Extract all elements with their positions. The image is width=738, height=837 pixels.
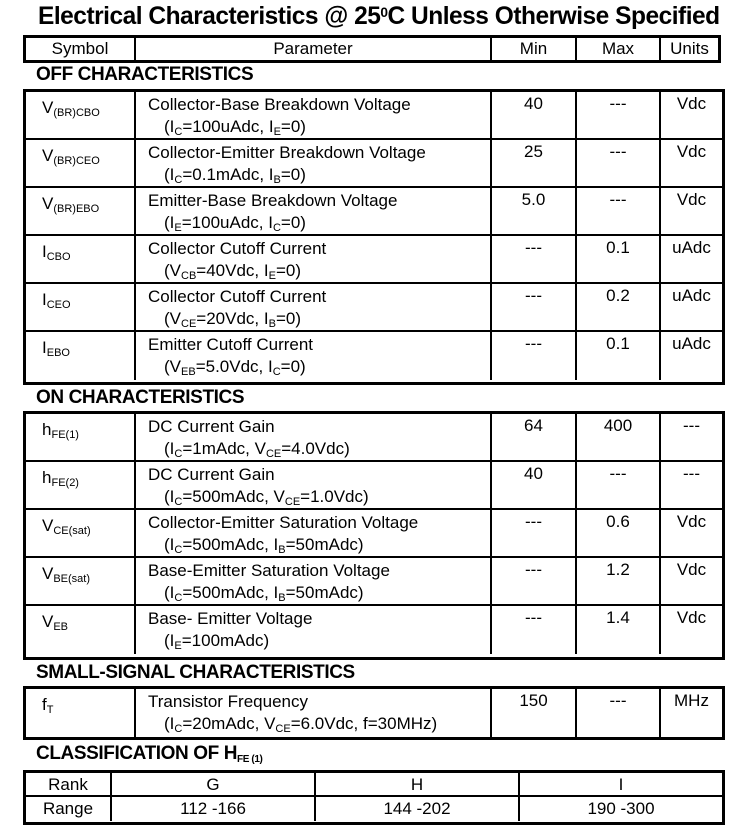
parameter-cell bbox=[136, 606, 492, 654]
rank-h: H bbox=[316, 773, 520, 795]
classification-table bbox=[23, 770, 725, 825]
parameter-name: DC Current Gain bbox=[148, 417, 275, 436]
condition-part: =20Vdc, I bbox=[196, 309, 269, 328]
condition-part: =1.0Vdc) bbox=[300, 487, 369, 506]
symbol-subscript: (BR)CBO bbox=[53, 107, 100, 119]
parameter-cell bbox=[136, 92, 492, 138]
condition-subscript: E bbox=[273, 126, 281, 138]
symbol-cell bbox=[26, 510, 136, 556]
range-label: Range bbox=[26, 797, 112, 821]
condition-part: =0) bbox=[275, 309, 301, 328]
symbol-subscript: CEO bbox=[46, 299, 71, 311]
min-cell: 64 bbox=[492, 414, 577, 460]
condition-subscript: C bbox=[174, 448, 183, 460]
condition-part: =0) bbox=[280, 117, 306, 136]
parameter-cell bbox=[136, 284, 492, 330]
condition-subscript: CB bbox=[181, 270, 197, 282]
condition-part: =40Vdc, I bbox=[196, 261, 269, 280]
parameter-cell bbox=[136, 462, 492, 508]
condition-subscript: EB bbox=[181, 366, 196, 378]
parameter-name: Collector Cutoff Current bbox=[148, 239, 327, 258]
max-cell: --- bbox=[577, 689, 661, 737]
units-cell: --- bbox=[683, 464, 700, 483]
symbol-cell bbox=[26, 689, 136, 737]
min-cell: 40 bbox=[492, 92, 577, 138]
units-cell: Vdc bbox=[676, 190, 707, 209]
condition-subscript: B bbox=[273, 174, 281, 186]
condition-subscript: C bbox=[174, 723, 183, 735]
table-row bbox=[26, 414, 722, 462]
condition-subscript: B bbox=[278, 544, 286, 556]
symbol-text: V bbox=[42, 516, 54, 535]
table-row bbox=[26, 92, 722, 140]
parameter-condition bbox=[148, 260, 490, 287]
condition-part: =20mAdc, V bbox=[182, 714, 276, 733]
condition-part: =100uAdc, I bbox=[181, 213, 273, 232]
small-signal-table bbox=[23, 686, 725, 740]
header-max: Max bbox=[577, 38, 661, 60]
parameter-condition bbox=[148, 164, 490, 191]
max-cell: --- bbox=[577, 462, 661, 508]
condition-part: (I bbox=[164, 117, 175, 136]
symbol-subscript: (BR)EBO bbox=[53, 203, 100, 215]
condition-part: =500mAdc, I bbox=[182, 535, 279, 554]
symbol-subscript: (BR)CEO bbox=[53, 155, 100, 167]
condition-subscript: C bbox=[272, 366, 281, 378]
condition-part: =0) bbox=[280, 165, 306, 184]
parameter-name: Emitter-Base Breakdown Voltage bbox=[148, 191, 398, 210]
condition-part: (V bbox=[164, 357, 181, 376]
symbol-text: I bbox=[42, 290, 47, 309]
symbol-text: V bbox=[42, 194, 54, 213]
symbol-subscript: FE(1) bbox=[51, 429, 79, 441]
header-parameter: Parameter bbox=[136, 38, 492, 60]
min-cell: --- bbox=[492, 284, 577, 330]
min-cell: --- bbox=[492, 606, 577, 654]
condition-part: =100uAdc, I bbox=[182, 117, 274, 136]
condition-part: =500mAdc, I bbox=[182, 583, 279, 602]
max-cell: 1.4 bbox=[577, 606, 661, 654]
symbol-subscript: FE(2) bbox=[51, 477, 79, 489]
units-cell: Vdc bbox=[676, 142, 707, 161]
table-row bbox=[26, 140, 722, 188]
condition-part: =1mAdc, V bbox=[182, 439, 266, 458]
symbol-cell bbox=[26, 188, 136, 234]
section-on-characteristics: ON CHARACTERISTICS bbox=[36, 387, 245, 408]
condition-subscript: CE bbox=[275, 723, 291, 735]
condition-part: =50mAdc) bbox=[285, 535, 364, 554]
condition-part: =0.1mAdc, I bbox=[182, 165, 274, 184]
condition-subscript: C bbox=[174, 126, 183, 138]
condition-subscript: C bbox=[272, 222, 281, 234]
symbol-text: V bbox=[42, 98, 54, 117]
parameter-cell bbox=[136, 236, 492, 282]
section-classification: CLASSIFICATION OF $H_{FE (1)}$ bbox=[36, 743, 263, 765]
table-row bbox=[26, 510, 722, 558]
condition-part: (I bbox=[164, 213, 175, 232]
min-cell: --- bbox=[492, 236, 577, 282]
table-row bbox=[26, 332, 722, 380]
condition-part: (I bbox=[164, 714, 175, 733]
condition-subscript: E bbox=[174, 222, 182, 234]
max-cell: 0.1 bbox=[577, 236, 661, 282]
table-row bbox=[26, 236, 722, 284]
rank-g: G bbox=[112, 773, 316, 795]
condition-subscript: E bbox=[268, 270, 276, 282]
condition-subscript: C bbox=[174, 592, 183, 604]
symbol-subscript: CBO bbox=[46, 251, 71, 263]
symbol-cell bbox=[26, 92, 136, 138]
units-cell: MHz bbox=[674, 691, 709, 710]
table-row bbox=[26, 606, 722, 654]
parameter-condition bbox=[148, 486, 490, 513]
section-off-characteristics: OFF CHARACTERISTICS bbox=[36, 64, 254, 85]
condition-part: (I bbox=[164, 165, 175, 184]
condition-subscript: C bbox=[174, 174, 183, 186]
rank-i: I bbox=[618, 775, 624, 794]
condition-part: =6.0Vdc, f=30MHz) bbox=[290, 714, 438, 733]
symbol-text: V bbox=[42, 612, 54, 631]
range-row bbox=[26, 797, 722, 821]
min-cell: 25 bbox=[492, 140, 577, 186]
condition-part: =5.0Vdc, I bbox=[195, 357, 273, 376]
symbol-text: h bbox=[42, 468, 52, 487]
min-cell: --- bbox=[492, 332, 577, 380]
symbol-text: h bbox=[42, 420, 52, 439]
parameter-cell bbox=[136, 332, 492, 380]
range-h: 144 -202 bbox=[316, 797, 520, 821]
parameter-name: Base-Emitter Saturation Voltage bbox=[148, 561, 390, 580]
symbol-cell bbox=[26, 558, 136, 604]
condition-part: =100mAdc) bbox=[181, 631, 270, 650]
max-cell: 400 bbox=[577, 414, 661, 460]
parameter-cell bbox=[136, 689, 492, 737]
parameter-name: DC Current Gain bbox=[148, 465, 275, 484]
parameter-name: Base- Emitter Voltage bbox=[148, 609, 313, 628]
min-cell: 40 bbox=[492, 462, 577, 508]
condition-part: =500mAdc, V bbox=[182, 487, 285, 506]
symbol-text: V bbox=[42, 146, 54, 165]
header-symbol: Symbol bbox=[26, 38, 136, 60]
table-row bbox=[26, 689, 722, 737]
condition-subscript: CE bbox=[265, 448, 282, 460]
rank-label: Rank bbox=[26, 773, 112, 795]
condition-part: (I bbox=[164, 583, 175, 602]
parameter-name: Collector-Emitter Breakdown Voltage bbox=[148, 143, 426, 162]
parameter-condition bbox=[148, 534, 490, 561]
min-cell: 5.0 bbox=[492, 188, 577, 234]
parameter-name: Collector Cutoff Current bbox=[148, 287, 327, 306]
units-cell: uAdc bbox=[672, 286, 711, 305]
table-header bbox=[23, 35, 721, 63]
symbol-text: I bbox=[42, 242, 47, 261]
max-cell: 0.2 bbox=[577, 284, 661, 330]
parameter-name: Transistor Frequency bbox=[148, 692, 308, 711]
parameter-condition bbox=[148, 356, 490, 383]
min-cell: --- bbox=[492, 558, 577, 604]
units-cell: Vdc bbox=[676, 94, 707, 113]
max-cell: --- bbox=[577, 92, 661, 138]
parameter-condition bbox=[148, 116, 490, 143]
max-cell: 0.1 bbox=[577, 332, 661, 380]
max-cell: --- bbox=[577, 188, 661, 234]
parameter-name: Collector-Emitter Saturation Voltage bbox=[148, 513, 419, 532]
symbol-text: I bbox=[42, 338, 47, 357]
symbol-subscript: EB bbox=[53, 621, 69, 633]
condition-part: (I bbox=[164, 535, 175, 554]
table-row bbox=[26, 462, 722, 510]
symbol-subscript: T bbox=[46, 704, 54, 716]
parameter-condition bbox=[148, 630, 490, 657]
page-title: Electrical Characteristics @ $25^0C$ Unless Otherwise Specified bbox=[38, 2, 720, 30]
condition-part: (I bbox=[164, 439, 175, 458]
symbol-cell bbox=[26, 462, 136, 508]
range-i: 190 -300 bbox=[587, 799, 655, 818]
symbol-cell bbox=[26, 140, 136, 186]
parameter-condition bbox=[148, 438, 490, 465]
section-small-signal: SMALL-SIGNAL CHARACTERISTICS bbox=[36, 662, 355, 683]
max-cell: 1.2 bbox=[577, 558, 661, 604]
units-cell: --- bbox=[683, 416, 700, 435]
units-cell: uAdc bbox=[672, 334, 711, 353]
units-cell: Vdc bbox=[676, 560, 707, 579]
symbol-cell bbox=[26, 284, 136, 330]
max-cell: 0.6 bbox=[577, 510, 661, 556]
symbol-subscript: EBO bbox=[46, 347, 70, 359]
symbol-subscript: CE(sat) bbox=[53, 525, 91, 537]
condition-subscript: C bbox=[174, 544, 183, 556]
condition-part: (I bbox=[164, 487, 175, 506]
parameter-condition bbox=[148, 713, 490, 740]
symbol-cell bbox=[26, 332, 136, 380]
units-cell: Vdc bbox=[676, 608, 707, 627]
condition-subscript: CE bbox=[181, 318, 197, 330]
units-cell: Vdc bbox=[676, 512, 707, 531]
min-cell: --- bbox=[492, 510, 577, 556]
table-row bbox=[26, 558, 722, 606]
condition-subscript: CE bbox=[284, 496, 301, 508]
max-cell: --- bbox=[577, 140, 661, 186]
condition-subscript: B bbox=[278, 592, 286, 604]
parameter-name: Collector-Base Breakdown Voltage bbox=[148, 95, 411, 114]
condition-subscript: E bbox=[174, 640, 182, 652]
header-units: Units bbox=[670, 39, 709, 58]
condition-part: (I bbox=[164, 631, 175, 650]
parameter-condition bbox=[148, 308, 490, 335]
parameter-cell bbox=[136, 140, 492, 186]
parameter-cell bbox=[136, 414, 492, 460]
parameter-cell bbox=[136, 510, 492, 556]
symbol-cell bbox=[26, 414, 136, 460]
min-cell: 150 bbox=[492, 689, 577, 737]
parameter-name: Emitter Cutoff Current bbox=[148, 335, 314, 354]
units-cell: uAdc bbox=[672, 238, 711, 257]
symbol-cell bbox=[26, 606, 136, 654]
parameter-condition bbox=[148, 582, 490, 609]
condition-part: (V bbox=[164, 261, 181, 280]
off-characteristics-table bbox=[23, 89, 725, 385]
condition-subscript: B bbox=[268, 318, 276, 330]
condition-part: =0) bbox=[280, 213, 306, 232]
condition-part: =0) bbox=[280, 357, 306, 376]
rank-row bbox=[26, 773, 722, 797]
symbol-cell bbox=[26, 236, 136, 282]
condition-subscript: C bbox=[174, 496, 183, 508]
header-min: Min bbox=[492, 38, 577, 60]
table-row bbox=[26, 284, 722, 332]
condition-part: =50mAdc) bbox=[285, 583, 364, 602]
condition-part: =0) bbox=[275, 261, 301, 280]
parameter-condition bbox=[148, 212, 490, 239]
symbol-subscript: BE(sat) bbox=[53, 573, 91, 585]
condition-part: =4.0Vdc) bbox=[281, 439, 350, 458]
parameter-cell bbox=[136, 558, 492, 604]
symbol-text: V bbox=[42, 564, 54, 583]
on-characteristics-table bbox=[23, 411, 725, 660]
parameter-cell bbox=[136, 188, 492, 234]
range-g: 112 -166 bbox=[112, 797, 316, 821]
symbol-text: f bbox=[42, 695, 47, 714]
condition-part: (V bbox=[164, 309, 181, 328]
table-row bbox=[26, 188, 722, 236]
